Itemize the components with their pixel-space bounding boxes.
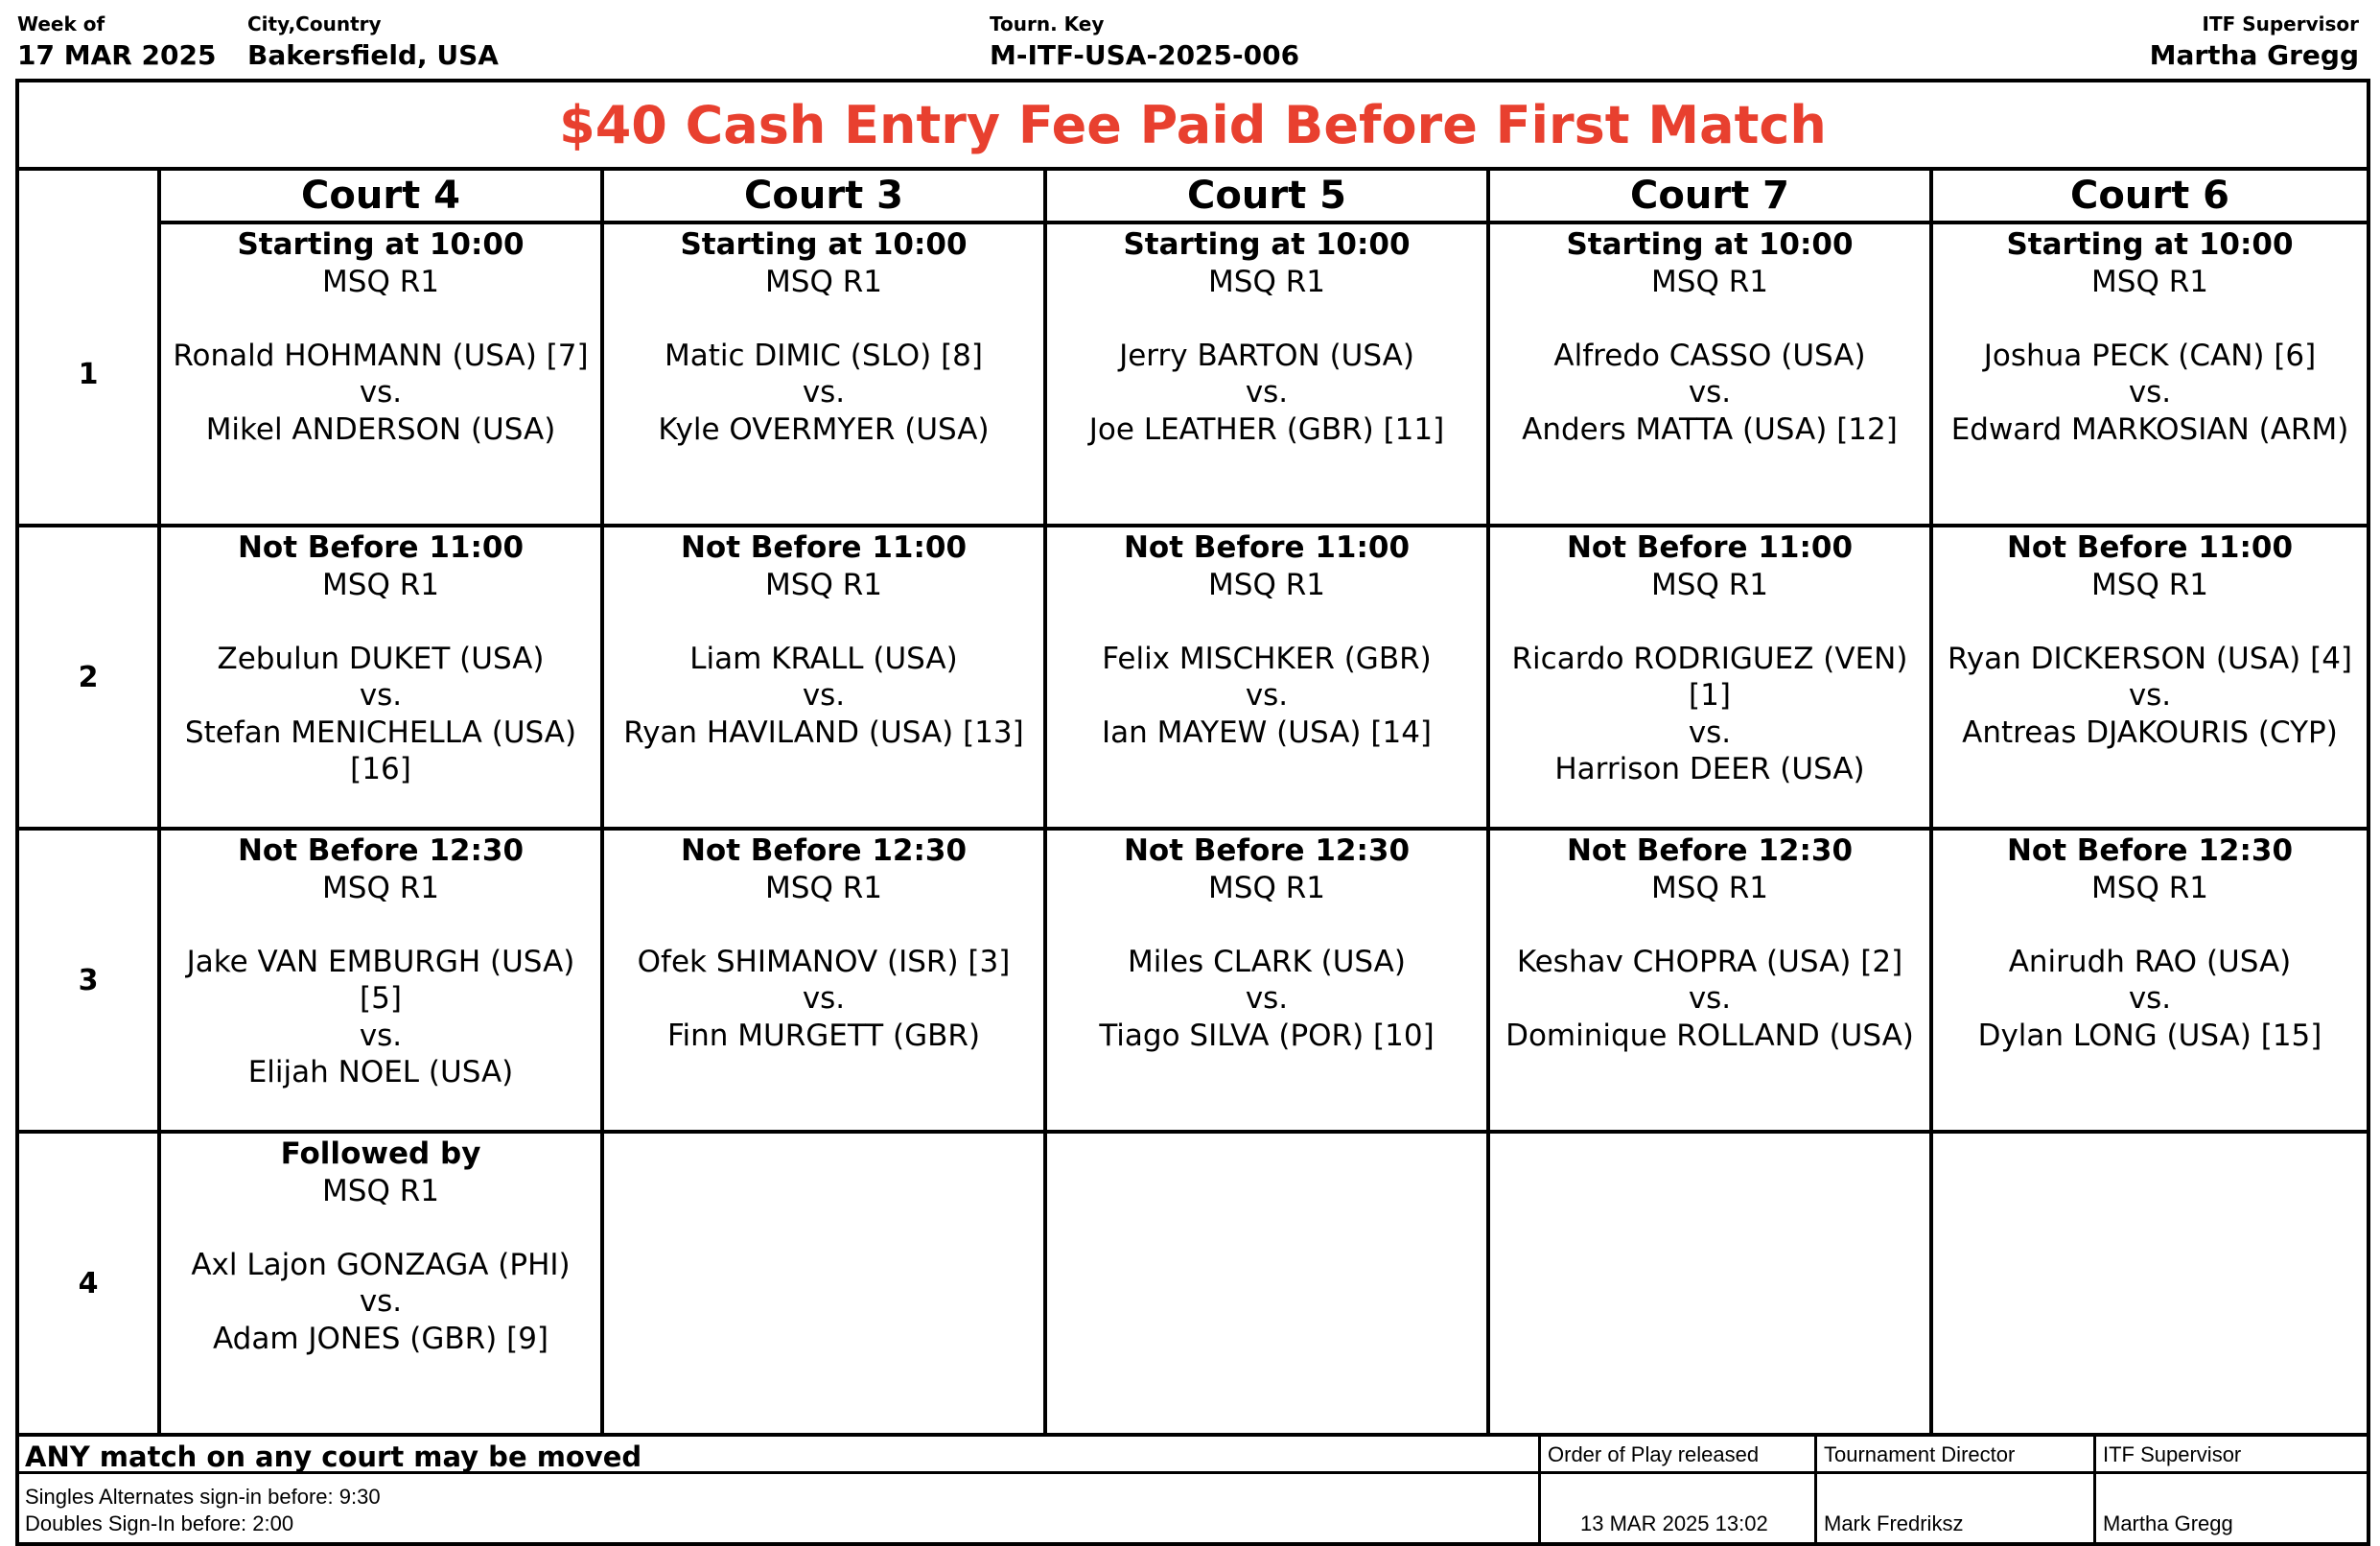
match-time: Starting at 10:00 (680, 227, 968, 262)
match-event: MSQ R1 (1651, 567, 1768, 602)
week-of-label: Week of (17, 12, 105, 35)
match-cell (1486, 527, 1929, 831)
blank-line (1047, 906, 1486, 944)
versus-label: vs. (2128, 981, 2172, 1016)
player-two: Dominique ROLLAND (USA) (1505, 1018, 1914, 1053)
versus-label: vs. (1245, 981, 1289, 1016)
versus-label: vs. (802, 375, 846, 410)
match-time: Not Before 12:30 (1123, 833, 1411, 868)
footer-supervisor-value: Martha Gregg (2103, 1511, 2233, 1535)
match-time: Starting at 10:00 (2006, 227, 2294, 262)
match-event: MSQ R1 (322, 870, 439, 905)
match-cell (600, 224, 1043, 527)
footer-divider (1538, 1435, 1541, 1542)
player-two: Elijah NOEL (USA) (247, 1055, 514, 1089)
versus-label: vs. (2128, 678, 2172, 713)
row-number: 2 (19, 527, 157, 831)
match-time: Not Before 12:30 (2006, 833, 2294, 868)
player-two: Anders MATTA (USA) [12] (1522, 411, 1898, 447)
player-one: Miles CLARK (USA) (1128, 944, 1406, 979)
empty-match-cell (1486, 1134, 1929, 1437)
match-event: MSQ R1 (1208, 870, 1325, 905)
court-header: Court 7 (1486, 171, 1929, 224)
versus-label: vs. (802, 981, 846, 1016)
court-header: Court 6 (1929, 171, 2367, 224)
match-time: Not Before 11:00 (1123, 530, 1411, 565)
player-two: Antreas DJAKOURIS (CYP) (1962, 714, 2338, 750)
blank-line (604, 300, 1043, 338)
player-one: Zebulun DUKET (USA) (217, 641, 545, 676)
city-country-label: City,Country (247, 12, 382, 35)
match-event: MSQ R1 (1651, 264, 1768, 299)
match-event: MSQ R1 (2091, 870, 2208, 905)
player-one: Anirudh RAO (USA) (2008, 944, 2292, 979)
versus-label: vs. (1245, 375, 1289, 410)
player-two: Joe LEATHER (GBR) [11] (1088, 411, 1445, 447)
match-event: MSQ R1 (1208, 567, 1325, 602)
player-one: Ofek SHIMANOV (ISR) [3] (637, 944, 1011, 979)
player-one: Jake VAN EMBURGH (USA) [5] (186, 944, 575, 1016)
player-one: Jerry BARTON (USA) (1119, 338, 1414, 373)
row-number: 3 (19, 831, 157, 1134)
match-time: Not Before 11:00 (1566, 530, 1854, 565)
player-one: Joshua PECK (CAN) [6] (1983, 338, 2317, 373)
match-time: Starting at 10:00 (237, 227, 525, 262)
tournament-key-field (990, 13, 1299, 73)
moved-notice: ANY match on any court may be moved (25, 1441, 642, 1473)
player-one: Axl Lajon GONZAGA (PHI) (191, 1247, 571, 1282)
player-two: Harrison DEER (USA) (1554, 752, 1865, 786)
match-event: MSQ R1 (322, 567, 439, 602)
versus-label: vs. (359, 1018, 403, 1053)
player-two: Adam JONES (GBR) [9] (212, 1321, 549, 1356)
match-time: Not Before 11:00 (237, 530, 525, 565)
match-cell (1043, 224, 1486, 527)
itf-supervisor-label: ITF Supervisor (2202, 12, 2359, 35)
match-event: MSQ R1 (765, 870, 882, 905)
player-two: Dylan LONG (USA) [15] (1977, 1018, 2322, 1053)
blank-line (1490, 906, 1929, 944)
player-two: Ian MAYEW (USA) [14] (1101, 714, 1433, 750)
released-label: Order of Play released (1548, 1442, 1760, 1466)
singles-signin-note: Singles Alternates sign-in before: 9:30 (25, 1485, 381, 1509)
order-of-play-sheet (15, 79, 2370, 1546)
match-event: MSQ R1 (322, 264, 439, 299)
empty-match-cell (600, 1134, 1043, 1437)
court-header: Court 5 (1043, 171, 1486, 224)
match-event: MSQ R1 (2091, 567, 2208, 602)
versus-label: vs. (1688, 714, 1732, 750)
player-two: Mikel ANDERSON (USA) (205, 411, 556, 447)
itf-supervisor-value: Martha Gregg (2149, 39, 2359, 71)
doubles-signin-note: Doubles Sign-In before: 2:00 (25, 1511, 294, 1535)
week-of-value: 17 MAR 2025 (17, 39, 217, 71)
match-cell (1929, 527, 2367, 831)
blank-line (1490, 300, 1929, 338)
match-time: Starting at 10:00 (1566, 227, 1854, 262)
versus-label: vs. (2128, 375, 2172, 410)
match-cell (600, 831, 1043, 1134)
match-time: Not Before 12:30 (237, 833, 525, 868)
versus-label: vs. (359, 375, 403, 410)
player-one: Ronald HOHMANN (USA) [7] (173, 338, 589, 373)
match-cell (157, 224, 600, 527)
blank-line (1933, 906, 2367, 944)
match-cell (157, 527, 600, 831)
blank-line (1047, 603, 1486, 641)
match-time: Followed by (280, 1136, 481, 1171)
match-cell (600, 527, 1043, 831)
player-one: Matic DIMIC (SLO) [8] (664, 338, 983, 373)
match-cell (1043, 527, 1486, 831)
empty-match-cell (1929, 1134, 2367, 1437)
player-one: Felix MISCHKER (GBR) (1102, 641, 1432, 676)
city-country-value: Bakersfield, USA (247, 39, 499, 71)
player-two: Ryan HAVILAND (USA) [13] (623, 714, 1024, 750)
blank-line (161, 1209, 600, 1247)
match-time: Starting at 10:00 (1123, 227, 1411, 262)
tournament-key-label: Tourn. Key (990, 12, 1105, 35)
footer-divider (2093, 1435, 2096, 1542)
versus-label: vs. (1688, 981, 1732, 1016)
player-one: Ricardo RODRIGUEZ (VEN) [1] (1511, 641, 1908, 713)
player-two: Stefan MENICHELLA (USA) [16] (184, 714, 577, 786)
footer (19, 1435, 2367, 1542)
court-header: Court 3 (600, 171, 1043, 224)
player-two: Finn MURGETT (GBR) (666, 1018, 981, 1053)
versus-label: vs. (802, 678, 846, 713)
match-event: MSQ R1 (1208, 264, 1325, 299)
match-cell (1486, 224, 1929, 527)
match-event: MSQ R1 (322, 1173, 439, 1208)
director-label: Tournament Director (1824, 1442, 2016, 1466)
match-event: MSQ R1 (765, 567, 882, 602)
entry-fee-banner: $40 Cash Entry Fee Paid Before First Match (19, 82, 2367, 171)
blank-line (1933, 603, 2367, 641)
blank-line (161, 603, 600, 641)
match-event: MSQ R1 (765, 264, 882, 299)
blank-line (161, 300, 600, 338)
match-cell (157, 1134, 600, 1437)
released-value: 13 MAR 2025 13:02 (1580, 1511, 1768, 1535)
blank-line (604, 603, 1043, 641)
row-number: 4 (19, 1134, 157, 1437)
match-cell (1486, 831, 1929, 1134)
match-time: Not Before 12:30 (680, 833, 968, 868)
blank-line (1047, 300, 1486, 338)
player-one: Liam KRALL (USA) (689, 641, 958, 676)
player-two: Tiago SILVA (POR) [10] (1099, 1018, 1435, 1053)
footer-divider (1814, 1435, 1817, 1542)
versus-label: vs. (1688, 375, 1732, 410)
blank-line (1933, 300, 2367, 338)
match-event: MSQ R1 (2091, 264, 2208, 299)
blank-line (604, 906, 1043, 944)
footer-supervisor-label: ITF Supervisor (2103, 1442, 2242, 1466)
match-cell (157, 831, 600, 1134)
match-event: MSQ R1 (1651, 870, 1768, 905)
match-time: Not Before 12:30 (1566, 833, 1854, 868)
empty-match-cell (1043, 1134, 1486, 1437)
court-header: Court 4 (157, 171, 600, 224)
itf-supervisor-field (2150, 13, 2359, 73)
player-one: Alfredo CASSO (USA) (1553, 338, 1866, 373)
versus-label: vs. (359, 678, 403, 713)
director-value: Mark Fredriksz (1824, 1511, 1964, 1535)
player-two: Edward MARKOSIAN (ARM) (1950, 411, 2349, 447)
row-number: 1 (19, 224, 157, 527)
match-cell (1043, 831, 1486, 1134)
tournament-key-value: M-ITF-USA-2025-006 (990, 39, 1300, 71)
match-cell (1929, 831, 2367, 1134)
player-one: Ryan DICKERSON (USA) [4] (1947, 641, 2353, 676)
week-of-field (17, 13, 216, 73)
city-country-field (247, 13, 499, 73)
versus-label: vs. (1245, 678, 1289, 713)
player-one: Keshav CHOPRA (USA) [2] (1516, 944, 1903, 979)
blank-line (161, 906, 600, 944)
match-time: Not Before 11:00 (680, 530, 968, 565)
versus-label: vs. (359, 1284, 403, 1319)
blank-line (1490, 603, 1929, 641)
match-time: Not Before 11:00 (2006, 530, 2294, 565)
match-cell (1929, 224, 2367, 527)
player-two: Kyle OVERMYER (USA) (658, 411, 990, 447)
